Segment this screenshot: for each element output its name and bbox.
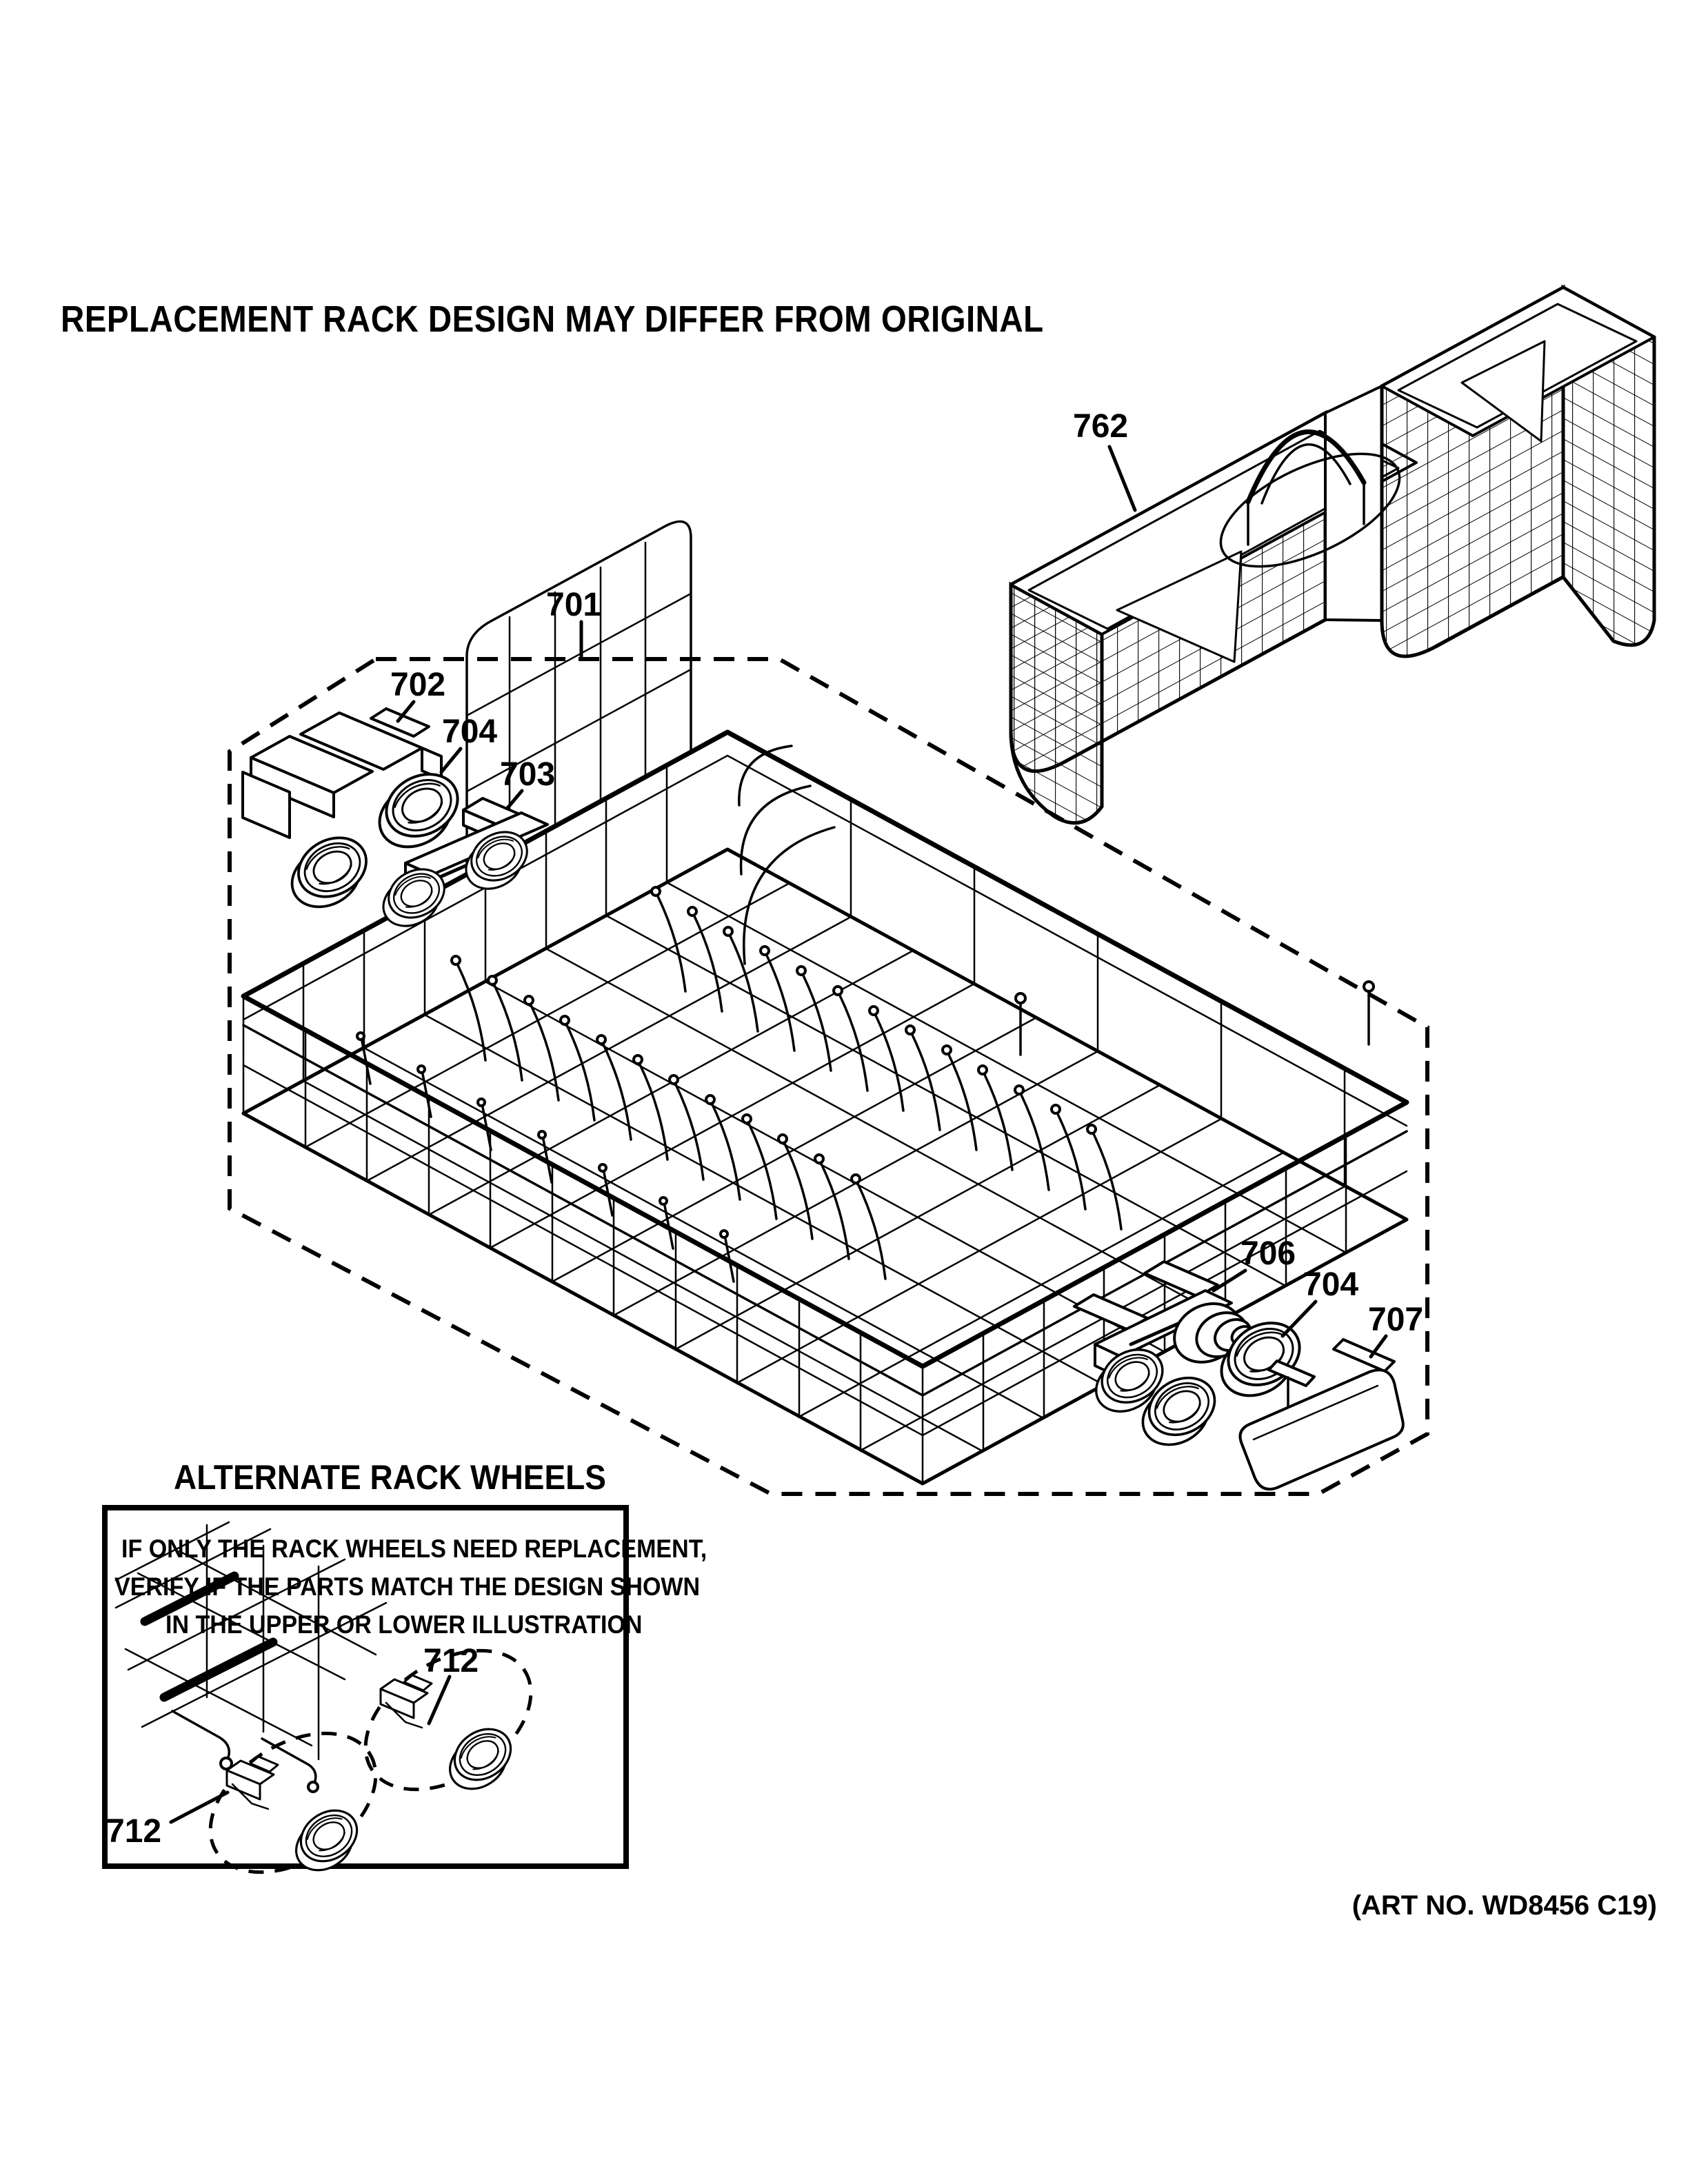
label-707: 707 <box>1368 1302 1424 1338</box>
alternate-box-note-line3: IN THE UPPER OR LOWER ILLUSTRATION <box>165 1610 643 1639</box>
label-712-upper: 712 <box>423 1643 479 1679</box>
leader-704-lower <box>1283 1302 1316 1336</box>
leader-762 <box>1109 447 1135 510</box>
alternate-wheels-box <box>105 1508 626 1901</box>
alternate-box-note-line1: IF ONLY THE RACK WHEELS NEED REPLACEMENT, <box>121 1535 707 1563</box>
label-702: 702 <box>390 667 446 703</box>
label-706: 706 <box>1240 1235 1296 1272</box>
leader-712-lower <box>171 1792 228 1822</box>
label-704-upper: 704 <box>442 714 498 750</box>
alternate-box-heading: ALTERNATE RACK WHEELS <box>174 1458 606 1497</box>
alternate-box-note-line2: VERIFY IF THE PARTS MATCH THE DESIGN SHOWN <box>114 1573 701 1601</box>
alt-wheel-group-lower <box>106 1705 401 1901</box>
label-762: 762 <box>1073 408 1129 445</box>
label-704-lower: 704 <box>1303 1266 1359 1303</box>
leader-704-upper <box>441 749 461 772</box>
page-title-text: REPLACEMENT RACK DESIGN MAY DIFFER FROM ORIGINAL <box>61 299 1044 340</box>
silverware-basket-drawing <box>1011 287 1654 823</box>
label-701: 701 <box>546 587 602 623</box>
art-number: (ART NO. WD8456 C19) <box>1352 1890 1657 1921</box>
label-712-lower: 712 <box>106 1813 162 1850</box>
label-703: 703 <box>500 756 556 793</box>
